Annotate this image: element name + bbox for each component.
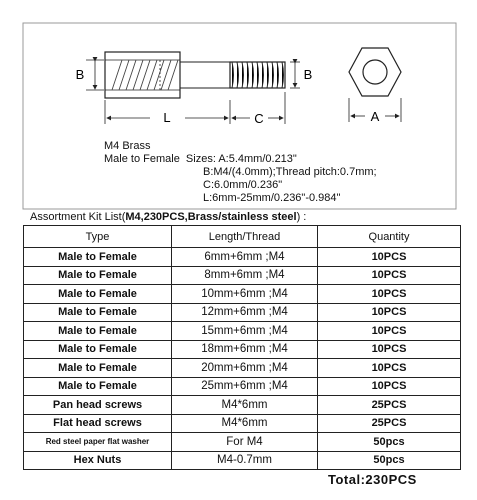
hex-end-view <box>349 48 401 124</box>
table-row <box>24 359 461 378</box>
cell-type: Male to Female <box>24 359 172 378</box>
cell-quantity: 10PCS <box>318 303 461 322</box>
table-row <box>24 451 461 470</box>
cell-quantity: 10PCS <box>318 359 461 378</box>
cell-quantity: 10PCS <box>318 248 461 267</box>
spec-material: M4 Brass <box>104 140 151 152</box>
cell-type: Flat head screws <box>24 414 172 433</box>
label-c: C <box>254 111 264 126</box>
dim-b-left <box>76 60 104 90</box>
table-row <box>24 303 461 322</box>
spec-thread: B:M4/(4.0mm);Thread pitch:0.7mm; <box>203 166 377 178</box>
cell-quantity: 10PCS <box>318 266 461 285</box>
cell-quantity: 10PCS <box>318 340 461 359</box>
cell-quantity: 25PCS <box>318 414 461 433</box>
table-row <box>24 433 461 452</box>
dim-b-right <box>290 62 312 88</box>
label-b-left: B <box>75 67 85 82</box>
col-header-length: Length/Thread <box>172 226 318 248</box>
cell-quantity: 25PCS <box>318 396 461 415</box>
spec-c: C:6.0mm/0.236" <box>203 179 283 191</box>
cell-type: Male to Female <box>24 303 172 322</box>
label-a: A <box>370 109 380 124</box>
cell-type: Hex Nuts <box>24 451 172 470</box>
cell-type: Red steel paper flat washer <box>24 433 172 452</box>
cell-length: 25mm+6mm ;M4 <box>172 377 318 396</box>
table-row <box>24 322 461 341</box>
cell-length: For M4 <box>172 433 318 452</box>
cell-length: 18mm+6mm ;M4 <box>172 340 318 359</box>
cell-length: 10mm+6mm ;M4 <box>172 285 318 304</box>
cell-type: Male to Female <box>24 340 172 359</box>
table-row <box>24 396 461 415</box>
cell-type: Male to Female <box>24 248 172 267</box>
cell-length: M4*6mm <box>172 396 318 415</box>
cell-length: 6mm+6mm ;M4 <box>172 248 318 267</box>
table-row <box>24 248 461 267</box>
spec-sizes: Male to Female Sizes: A:5.4mm/0.213" <box>104 153 297 165</box>
table-row <box>24 340 461 359</box>
table-header-row <box>24 226 461 248</box>
dim-c <box>232 92 285 126</box>
cell-quantity: 10PCS <box>318 285 461 304</box>
table-row <box>24 414 461 433</box>
cell-length: M4*6mm <box>172 414 318 433</box>
table-row <box>24 266 461 285</box>
cell-type: Male to Female <box>24 322 172 341</box>
col-header-quantity: Quantity <box>318 226 461 248</box>
threaded-stud <box>180 62 285 88</box>
dim-l <box>105 100 230 125</box>
total-count: Total:230PCS <box>328 472 417 487</box>
cell-quantity: 50pcs <box>318 433 461 452</box>
cell-type: Male to Female <box>24 285 172 304</box>
kit-heading: Assortment Kit List(M4,230PCS,Brass/stainless steel) : <box>30 211 307 223</box>
table-row <box>24 285 461 304</box>
cell-type: Male to Female <box>24 266 172 285</box>
cell-length: 15mm+6mm ;M4 <box>172 322 318 341</box>
table-row <box>24 377 461 396</box>
spec-l: L:6mm-25mm/0.236"-0.984" <box>203 192 341 204</box>
cell-length: M4-0.7mm <box>172 451 318 470</box>
label-b-right: B <box>303 67 313 82</box>
cell-quantity: 10PCS <box>318 322 461 341</box>
cell-quantity: 10PCS <box>318 377 461 396</box>
cell-length: 8mm+6mm ;M4 <box>172 266 318 285</box>
cell-quantity: 50pcs <box>318 451 461 470</box>
label-l: L <box>163 110 171 125</box>
cell-length: 12mm+6mm ;M4 <box>172 303 318 322</box>
cell-type: Male to Female <box>24 377 172 396</box>
kit-table <box>23 225 461 470</box>
cell-type: Pan head screws <box>24 396 172 415</box>
standoff-body <box>105 52 180 98</box>
cell-length: 20mm+6mm ;M4 <box>172 359 318 378</box>
col-header-type: Type <box>24 226 172 248</box>
